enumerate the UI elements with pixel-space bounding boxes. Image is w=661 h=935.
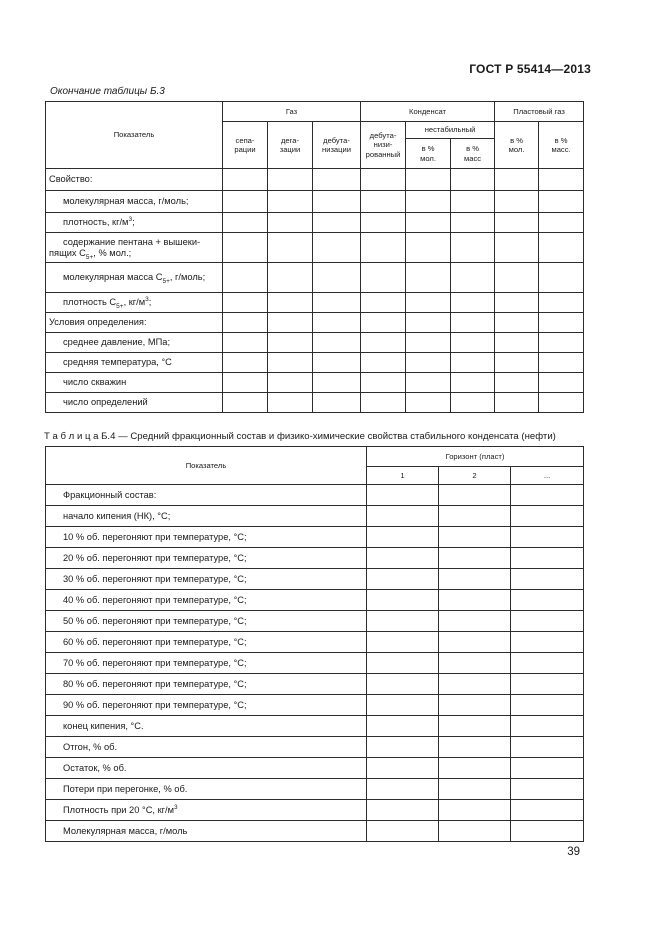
row-label: 30 % об. перегоняют при температуре, °C; (46, 569, 367, 590)
table-row (46, 821, 584, 842)
group-formation-gas-header: Пластовый газ (495, 102, 584, 122)
table-row (46, 485, 584, 506)
table-row (46, 548, 584, 569)
row-label: Потери при перегонке, % об. (46, 779, 367, 800)
table-row (46, 779, 584, 800)
row-label: 90 % об. перегоняют при температуре, °C; (46, 695, 367, 716)
sub-separation-header: сепа- рации (223, 122, 268, 169)
row-label: молекулярная масса $C_{5+}$, г/моль; (46, 263, 223, 293)
table-row (46, 333, 584, 353)
table-row (46, 758, 584, 779)
formation-gas-mass-header: в % масс. (539, 122, 584, 169)
horizon-col-1-header: 1 (367, 467, 439, 485)
table-row (46, 674, 584, 695)
row-label: Молекулярная масса, г/моль (46, 821, 367, 842)
sub-unstable-header: нестабильный (406, 122, 495, 139)
table-row (46, 737, 584, 758)
col-indicator-header: Показатель (46, 447, 367, 485)
table-row (46, 191, 584, 213)
unstable-mass-header: в % масс (451, 139, 495, 169)
table-b3 (45, 101, 584, 413)
table-b4-title: Т а б л и ц а Б.4 — Средний фракционный состав и физико-химические свойства стабильного конденсата (нефти) (44, 431, 556, 442)
table-row (46, 527, 584, 548)
row-label: 70 % об. перегоняют при температуре, °C; (46, 653, 367, 674)
sub-debutanized-header: дебута- низи- рованный (361, 122, 406, 169)
row-label: средняя температура, °C (46, 353, 223, 373)
sub-degassing-header: дега- зации (268, 122, 313, 169)
table-row (46, 653, 584, 674)
group-condensate-header: Конденсат (361, 102, 495, 122)
unstable-mol-header: в % мол. (406, 139, 451, 169)
row-label: 10 % об. перегоняют при температуре, °C; (46, 527, 367, 548)
row-label: Фракционный состав: (46, 485, 367, 506)
row-label: Свойство: (46, 169, 223, 191)
table-b3-continuation-caption: Окончание таблицы Б.3 (50, 86, 165, 97)
table-row (46, 716, 584, 737)
group-horizon-header: Горизонт (пласт) (367, 447, 584, 467)
row-label: 40 % об. перегоняют при температуре, °C; (46, 590, 367, 611)
horizon-col-3-header: ... (511, 467, 584, 485)
row-label: Остаток, % об. (46, 758, 367, 779)
row-label: содержание пентана + вышеки-пящих $C_{5+}$, % мол.; (46, 233, 223, 263)
table-row (46, 695, 584, 716)
table-row (46, 169, 584, 191)
row-label: Отгон, % об. (46, 737, 367, 758)
row-label: молекулярная масса, г/моль; (46, 191, 223, 213)
table-row (46, 611, 584, 632)
row-label: плотность $C_{5+}$, $кг/м^3$; (46, 293, 223, 313)
table-row (46, 506, 584, 527)
row-label: число определений (46, 393, 223, 413)
row-label: число скважин (46, 373, 223, 393)
table-row (46, 569, 584, 590)
table-row (46, 632, 584, 653)
row-label: конец кипения, °C. (46, 716, 367, 737)
formation-gas-mol-header: в % мол. (495, 122, 539, 169)
table-row (46, 373, 584, 393)
table-row (46, 213, 584, 233)
horizon-col-2-header: 2 (439, 467, 511, 485)
table-row (46, 313, 584, 333)
table-b4 (45, 446, 584, 842)
table-row (46, 800, 584, 821)
table-row (46, 393, 584, 413)
row-label: Плотность при 20 °C, $кг/м^3$ (46, 800, 367, 821)
row-label: среднее давление, МПа; (46, 333, 223, 353)
document-code: ГОСТ Р 55414—2013 (469, 62, 591, 76)
table-row (46, 353, 584, 373)
row-label: начало кипения (НК), °C; (46, 506, 367, 527)
col-indicator-header: Показатель (46, 102, 223, 169)
row-label: 80 % об. перегоняют при температуре, °C; (46, 674, 367, 695)
row-label: плотность, $кг/м^3$; (46, 213, 223, 233)
table-row (46, 590, 584, 611)
row-label: 50 % об. перегоняют при температуре, °C; (46, 611, 367, 632)
table-row (46, 293, 584, 313)
table-row (46, 263, 584, 293)
group-gas-header: Газ (223, 102, 361, 122)
row-label: Условия определения: (46, 313, 223, 333)
page-number: 39 (567, 846, 580, 858)
row-label: 60 % об. перегоняют при температуре, °C; (46, 632, 367, 653)
sub-debutanization-header: дебута- низации (313, 122, 361, 169)
row-label: 20 % об. перегоняют при температуре, °C; (46, 548, 367, 569)
table-row (46, 233, 584, 263)
